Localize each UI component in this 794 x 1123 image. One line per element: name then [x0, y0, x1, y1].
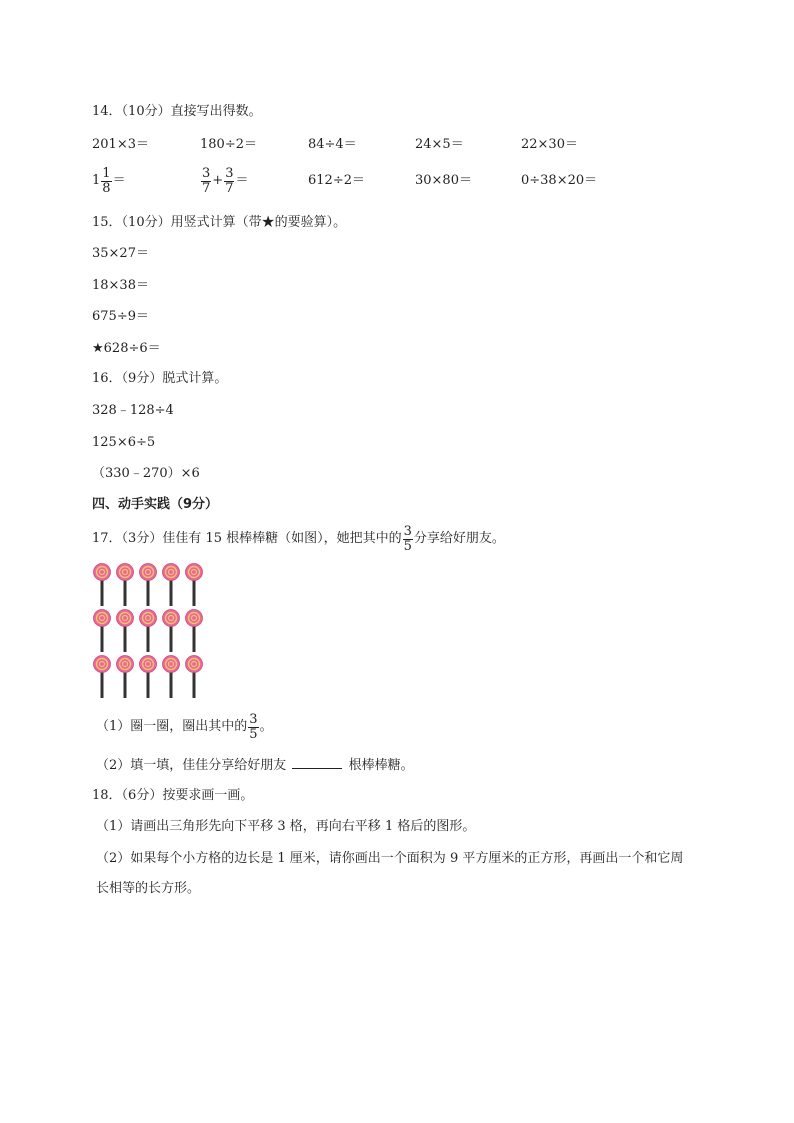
lollipop-icon: [115, 609, 135, 653]
lollipop-icon: [161, 609, 181, 653]
q17-sub1-fraction: [248, 713, 258, 742]
q14-item-6-fraction: [101, 167, 111, 196]
fraction-numerator: 3: [403, 523, 412, 539]
q16-title: 16．（9分）脱式计算。: [92, 371, 228, 386]
fraction-denominator: 8: [102, 180, 111, 196]
q14-item-3: 84÷4＝: [308, 137, 357, 152]
q14-item-2: 180÷2＝: [200, 137, 257, 152]
q14-item-4: 24×5＝: [415, 137, 464, 152]
lollipop-icon: [138, 655, 158, 699]
q16-item-2: 125×6÷5: [92, 435, 156, 450]
lollipop-icon: [115, 563, 135, 607]
q17-sub2-suffix: 根棒棒糖。: [348, 758, 414, 773]
fraction-numerator: 3: [225, 165, 234, 181]
q17-title: [92, 522, 505, 556]
fraction-denominator: 5: [403, 538, 412, 554]
q15-item-4: ★628÷6＝: [92, 341, 161, 356]
q17-sub1-suffix: 。: [259, 719, 273, 734]
q14-item-7-suffix: ＝: [235, 173, 249, 188]
lollipop-icon: [138, 563, 158, 607]
fraction-denominator: 5: [249, 726, 258, 742]
lollipop-icon: [184, 609, 204, 653]
q16-item-1: 328﹣128÷4: [92, 403, 174, 418]
q17-sub1: [96, 710, 273, 744]
lollipop-icon: [115, 655, 135, 699]
lollipop-figure: [92, 563, 208, 703]
q18-sub2-line2: 长相等的长方形。: [96, 881, 201, 896]
q15-item-2: 18×38＝: [92, 278, 149, 293]
q14-item-7-fraction-2: [224, 167, 234, 196]
q15-item-1: 35×27＝: [92, 246, 149, 261]
lollipop-icon: [161, 655, 181, 699]
lollipop-icon: [138, 609, 158, 653]
q14-title: 14．（10分）直接写出得数。: [92, 104, 262, 119]
q14-item-8: 612÷2＝: [308, 173, 365, 188]
q14-item-5: 22×30＝: [521, 137, 578, 152]
fraction-numerator: 3: [202, 165, 211, 181]
q18-title: 18．（6分）按要求画一画。: [92, 788, 254, 803]
q14-item-1: 201×3＝: [92, 137, 149, 152]
q14-item-10: 0÷38×20＝: [521, 173, 598, 188]
q17-sub2: [96, 756, 414, 775]
q17-sub1-text: （1）圈一圈，圈出其中的: [96, 719, 248, 734]
q14-item-6: [92, 164, 126, 198]
plus-sign: +: [212, 173, 224, 188]
q17-title-suffix: 分享给好朋友。: [413, 531, 505, 546]
q14-item-9: 30×80＝: [415, 173, 472, 188]
q18-sub2-line1: （2）如果每个小方格的边长是 1 厘米，请你画出一个面积为 9 平方厘米的正方形，再画出一个和它周: [96, 851, 684, 866]
q15-title: 15．（10分）用竖式计算（带★的要验算）。: [92, 215, 347, 230]
q14-item-7: [200, 164, 248, 198]
lollipop-icon: [184, 655, 204, 699]
lollipop-icon: [92, 563, 112, 607]
q14-item-7-fraction-1: [201, 167, 211, 196]
lollipop-icon: [92, 609, 112, 653]
fraction-denominator: 7: [225, 180, 234, 196]
fraction-numerator: 1: [102, 165, 111, 181]
lollipop-icon: [161, 563, 181, 607]
lollipop-icon: [92, 655, 112, 699]
q15-item-3: 675÷9＝: [92, 309, 149, 324]
q18-sub1: （1）请画出三角形先向下平移 3 格，再向右平移 1 格后的图形。: [96, 819, 476, 834]
lollipop-icon: [184, 563, 204, 607]
q14-item-6-prefix: 1: [92, 173, 101, 188]
fraction-numerator: 3: [249, 711, 258, 727]
q17-title-text: 17．（3分）佳佳有 15 根棒棒糖（如图），她把其中的: [92, 531, 402, 546]
q16-item-3: （330﹣270）×6: [92, 466, 200, 481]
fraction-denominator: 7: [202, 180, 211, 196]
q17-fraction: [403, 525, 413, 554]
q17-sub2-text: （2）填一填，佳佳分享给好朋友: [96, 758, 287, 773]
section-heading: 四、动手实践（9分）: [92, 497, 219, 512]
q14-item-6-suffix: ＝: [112, 173, 126, 188]
answer-blank[interactable]: [292, 756, 342, 769]
